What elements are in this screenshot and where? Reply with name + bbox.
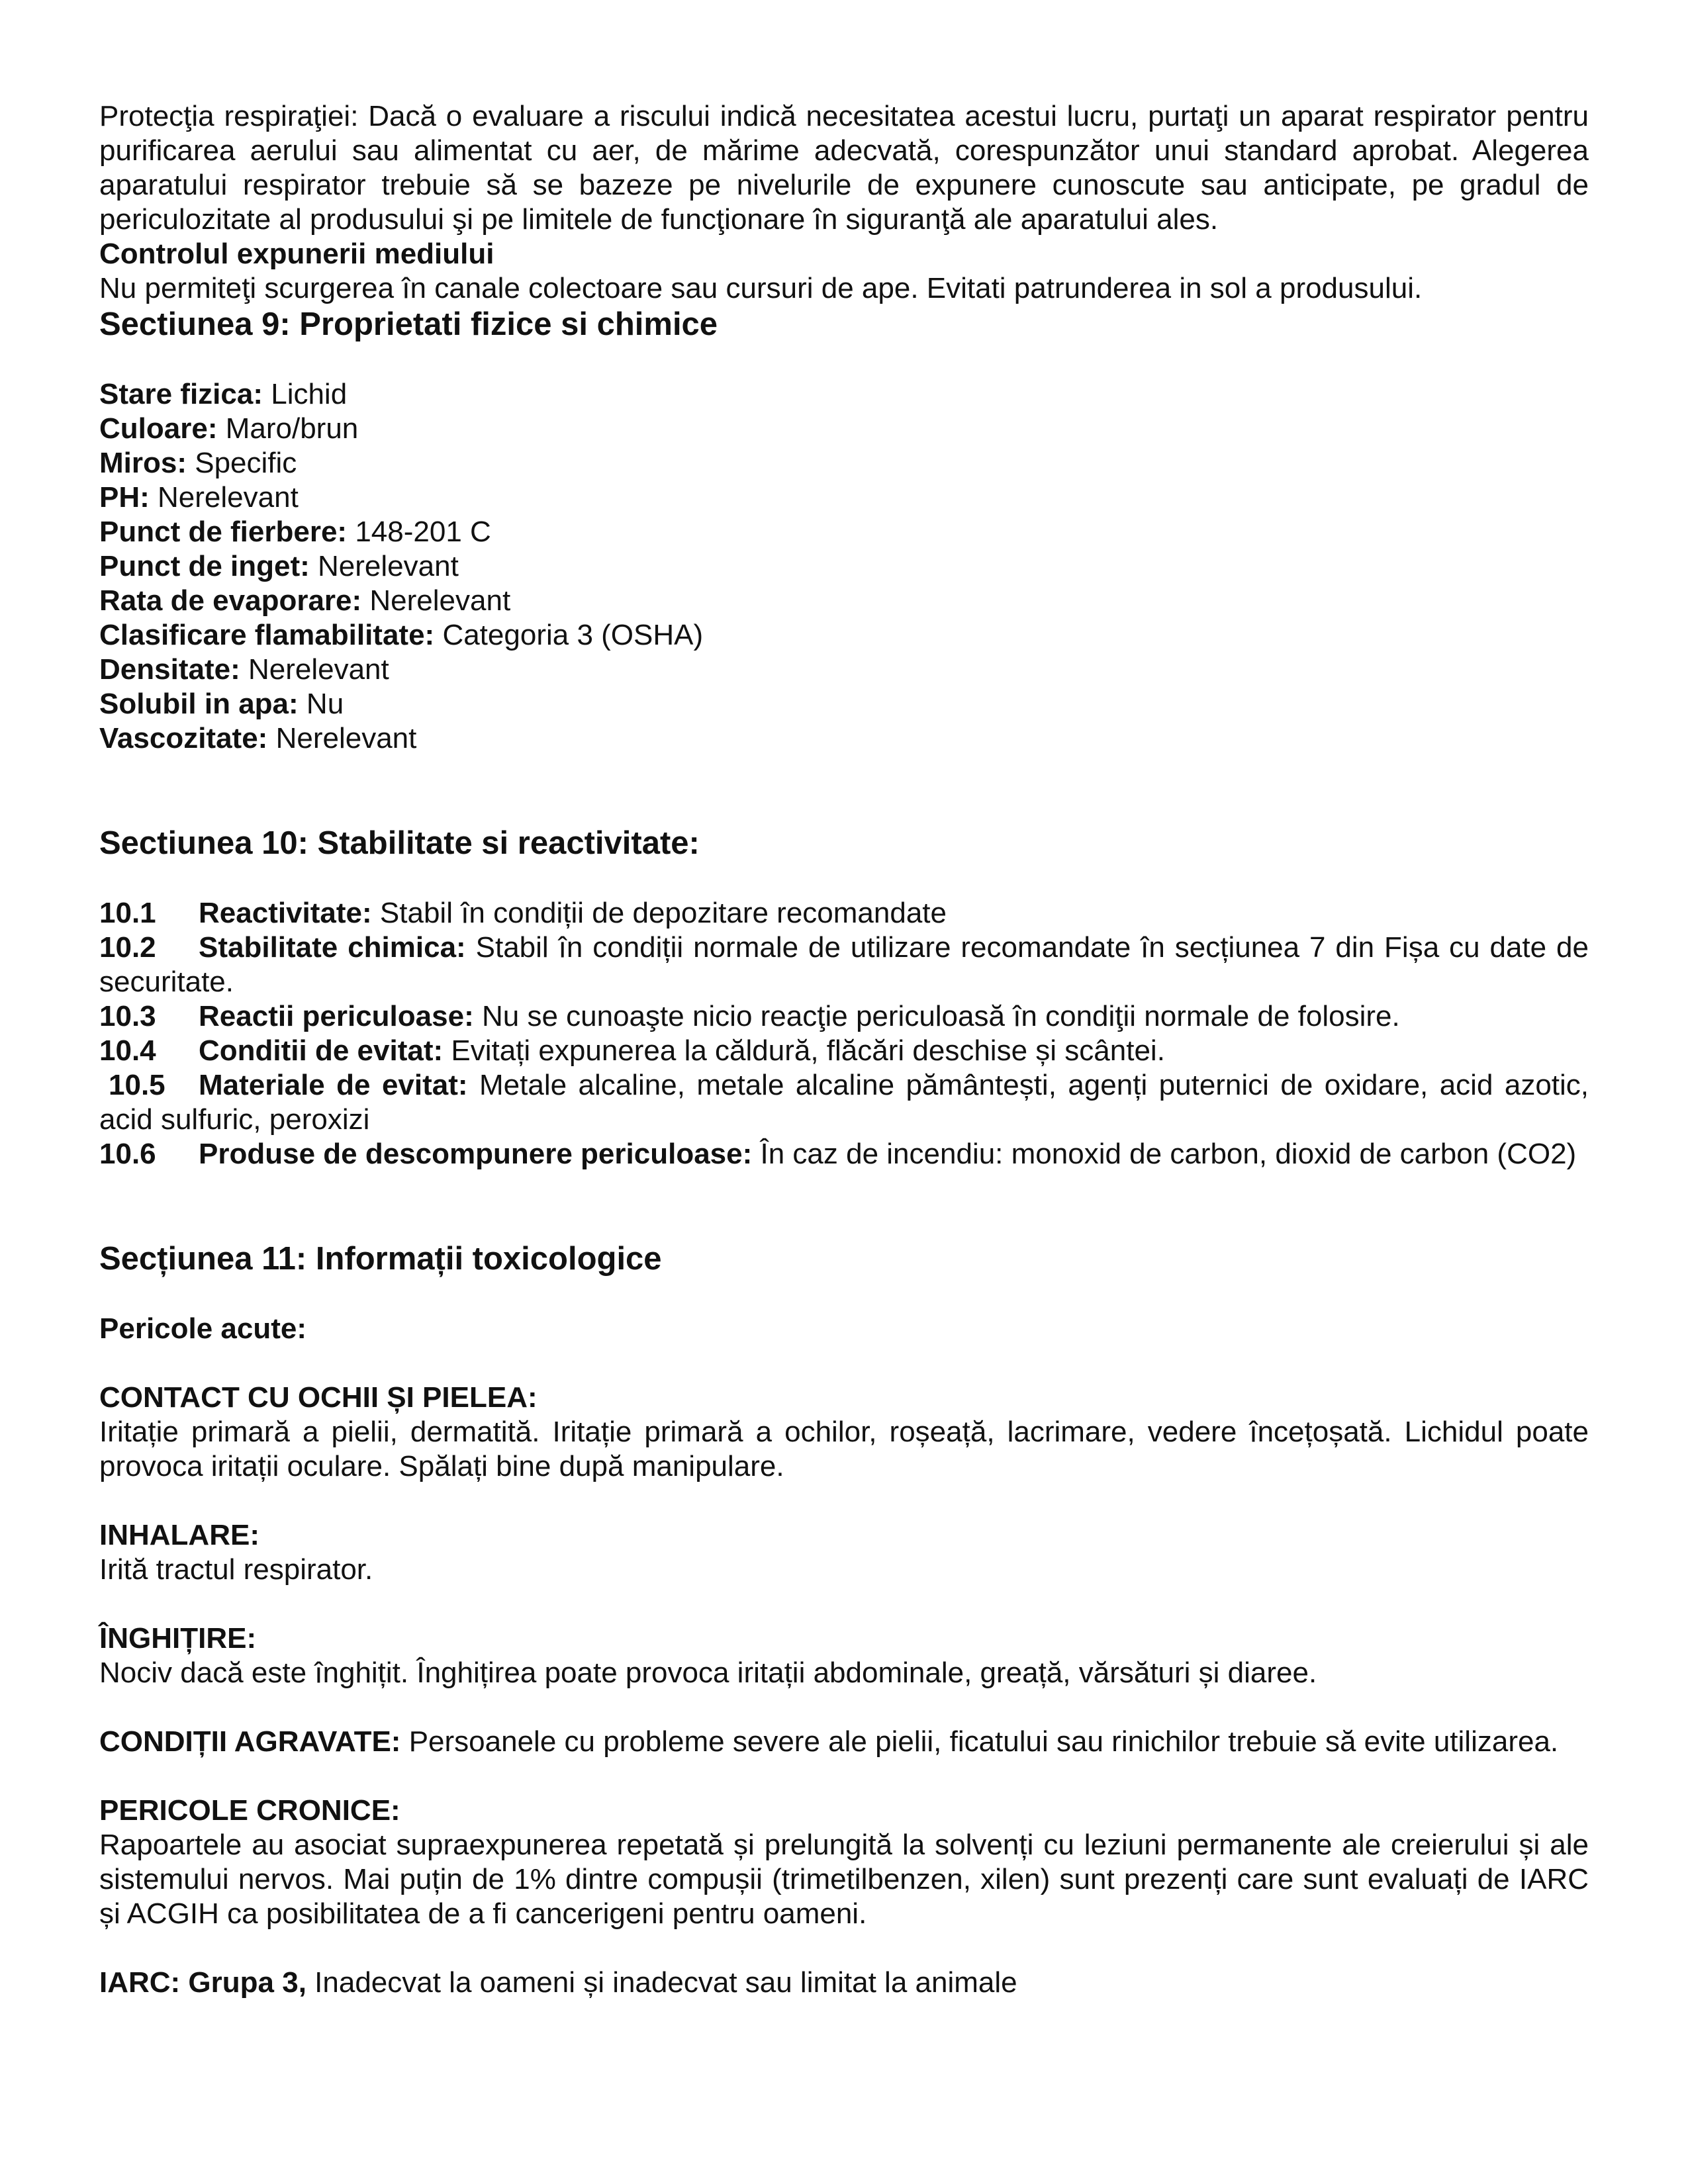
inhalation-text: Irită tractul respirator.: [99, 1553, 373, 1586]
property-row: [99, 412, 1589, 446]
item-text: Nu se cunoaşte nicio reacţie periculoasă în condiţii normale de folosire.: [481, 1000, 1400, 1032]
item-text: Metale alcaline, metale alcaline pământești, agenți puternici de oxidare, acid azotic, acid sulfuric, peroxizi: [99, 1069, 1589, 1136]
property-row: [99, 549, 1589, 584]
property-row: [99, 515, 1589, 549]
section-11-title: Secțiunea 11: Informații toxicologice: [99, 1241, 662, 1277]
property-value: Nerelevant: [369, 584, 511, 617]
property-label: Punct de inget:: [99, 550, 310, 582]
item-label: Reactivitate:: [199, 897, 372, 929]
property-label: Solubil in apa:: [99, 688, 299, 720]
property-row: [99, 618, 1589, 653]
chronic-hazards-heading: PERICOLE CRONICE:: [99, 1794, 400, 1827]
ingestion-heading: ÎNGHIȚIRE:: [99, 1622, 257, 1655]
item-number: 10.2: [99, 931, 156, 964]
property-label: Stare fizica:: [99, 378, 263, 410]
item-number: 10.6: [99, 1138, 156, 1170]
property-label: Miros:: [99, 447, 187, 479]
property-value: Nerelevant: [275, 722, 417, 754]
item-text: În caz de incendiu: monoxid de carbon, dioxid de carbon (CO2): [760, 1138, 1577, 1170]
aggravated-label: CONDIȚII AGRAVATE:: [99, 1725, 401, 1758]
item-number: 10.3: [99, 1000, 156, 1032]
env-exposure-heading: Controlul expunerii mediului: [99, 238, 494, 270]
chronic-hazards-text: Rapoartele au asociat supraexpunerea repetată și prelungită la solvenți cu leziuni permanente ale creierului și ale sistemului nervos. Mai puțin de 1% dintre compușii (trimetilbenzen, xilen) sunt prezenți care sunt evaluați de IARC și ACGIH ca posibilitatea de a fi cancerigeni pentru oameni.: [99, 1829, 1589, 1930]
property-value: Nerelevant: [248, 653, 389, 686]
env-exposure-text: Nu permiteţi scurgerea în canale colectoare sau cursuri de ape. Evitati patrunderea in sol a produsului.: [99, 272, 1423, 304]
eye-skin-heading: CONTACT CU OCHII ȘI PIELEA:: [99, 1381, 538, 1414]
section-10-title: Sectiunea 10: Stabilitate si reactivitate:: [99, 825, 700, 861]
aggravated-text: Persoanele cu probleme severe ale pielii, ficatului sau rinichilor trebuie să evite utilizarea.: [408, 1725, 1559, 1758]
item-number: 10.4: [99, 1034, 156, 1067]
item-number: 10.5: [109, 1069, 165, 1101]
property-row: [99, 653, 1589, 687]
stability-item: [99, 999, 1589, 1034]
stability-item: [99, 1034, 1589, 1068]
property-value: 148-201 C: [355, 516, 491, 548]
property-row: [99, 377, 1589, 412]
stability-item: [99, 1137, 1589, 1171]
item-label: Conditii de evitat:: [199, 1034, 444, 1067]
stability-item: [99, 931, 1589, 999]
property-label: Rata de evaporare:: [99, 584, 362, 617]
property-label: Vascozitate:: [99, 722, 268, 754]
eye-skin-text: Iritație primară a pielii, dermatită. Iritație primară a ochilor, roșeață, lacrimare, vedere încețoșată. Lichidul poate provoca iritații oculare. Spălați bine după manipulare.: [99, 1416, 1589, 1482]
iarc-classification: [99, 1966, 1589, 2000]
iarc-text: Inadecvat la oameni și inadecvat sau limitat la animale: [314, 1966, 1017, 1999]
item-label: Materiale de evitat:: [199, 1069, 468, 1101]
item-label: Reactii periculoase:: [199, 1000, 474, 1032]
property-value: Nerelevant: [318, 550, 459, 582]
property-value: Categoria 3 (OSHA): [442, 619, 704, 651]
property-label: Punct de fierbere:: [99, 516, 348, 548]
stability-item: [99, 896, 1589, 931]
item-text: Stabil în condiții de depozitare recomandate: [379, 897, 947, 929]
acute-hazards-heading: Pericole acute:: [99, 1312, 307, 1345]
item-label: Stabilitate chimica:: [199, 931, 466, 964]
property-label: PH:: [99, 481, 150, 514]
stability-item: [99, 1068, 1589, 1137]
property-value: Specific: [195, 447, 297, 479]
property-value: Lichid: [271, 378, 348, 410]
property-row: [99, 687, 1589, 721]
inhalation-heading: INHALARE:: [99, 1519, 259, 1551]
property-value: Maro/brun: [225, 412, 359, 445]
property-value: Nerelevant: [158, 481, 299, 514]
property-label: Clasificare flamabilitate:: [99, 619, 435, 651]
section-9-properties: [99, 377, 1589, 756]
item-number: 10.1: [99, 897, 156, 929]
respiratory-protection-text: Protecţia respiraţiei: Dacă o evaluare a riscului indică necesitatea acestui lucru, purtaţi un aparat respirator pentru purificarea aerului sau alimentat cu aer, de mărime adecvată, corespunzător unui standard aprobat. Alegerea aparatului respirator trebuie să se bazeze pe nivelurile de expunere cunoscute sau anticipate, pe gradul de periculozitate al produsului şi pe limitele de funcţionare în siguranţă ale aparatului ales.: [99, 100, 1589, 236]
iarc-label: IARC: Grupa 3,: [99, 1966, 306, 1999]
property-label: Densitate:: [99, 653, 240, 686]
property-value: Nu: [306, 688, 344, 720]
property-label: Culoare:: [99, 412, 218, 445]
aggravated-conditions: [99, 1725, 1589, 1759]
property-row: [99, 446, 1589, 480]
section-9-title: Sectiunea 9: Proprietati fizice si chimice: [99, 306, 718, 342]
property-row: [99, 721, 1589, 756]
item-text: Evitați expunerea la căldură, flăcări deschise și scântei.: [451, 1034, 1165, 1067]
item-label: Produse de descompunere periculoase:: [199, 1138, 753, 1170]
section-10-items: [99, 896, 1589, 1171]
property-row: [99, 584, 1589, 618]
ingestion-text: Nociv dacă este înghițit. Înghițirea poate provoca iritații abdominale, greață, vărsături și diaree.: [99, 1657, 1317, 1689]
document-page: [99, 99, 1589, 2000]
item-text: Stabil în condiții normale de utilizare recomandate în secțiunea 7 din Fișa cu date de securitate.: [99, 931, 1589, 998]
property-row: [99, 480, 1589, 515]
